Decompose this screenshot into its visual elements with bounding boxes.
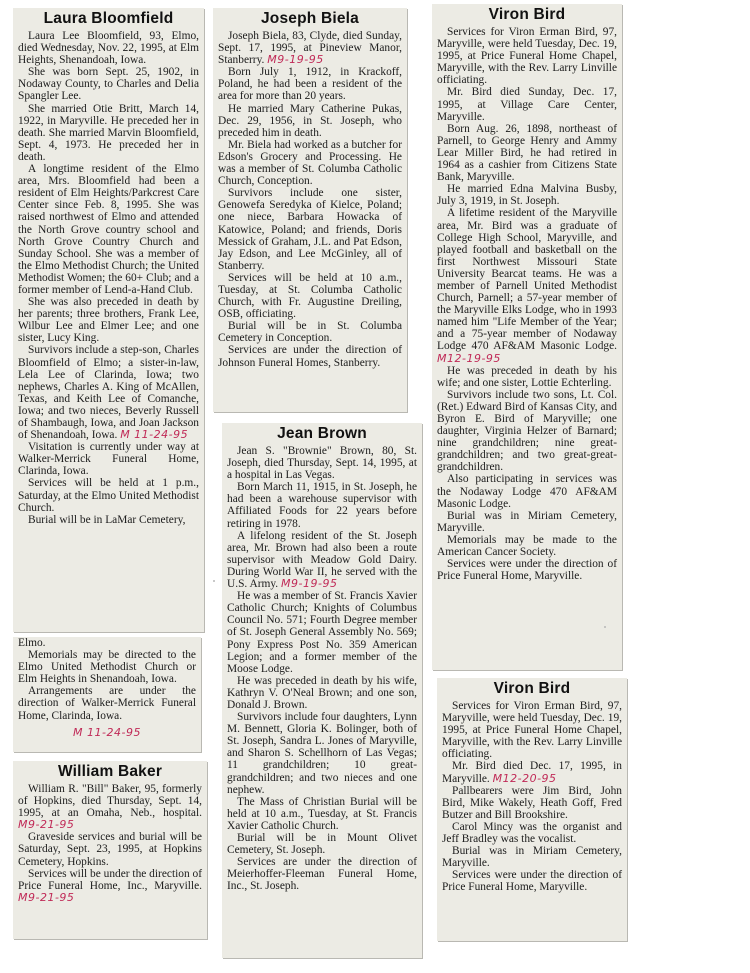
obituary-paragraph — [437, 558, 617, 582]
obituary-paragraph — [18, 868, 202, 904]
obituary-paragraph — [227, 445, 417, 481]
obituary-paragraph — [18, 344, 199, 441]
paragraph-text: He married Mary Catherine Pukas, Dec. 29, 1956, in St. Joseph, who preceded him in death. — [218, 102, 402, 139]
obituary-paragraph — [437, 365, 617, 389]
paragraph-text: Services will be held at 10 a.m., Tuesday, at St. Columba Catholic Church, with Fr. Augustine Dreiling, OSB, officiating. — [218, 271, 402, 321]
paragraph-text: She married Otie Britt, March 14, 1922, in Maryville. He preceded her in death. She married Marvin Bloomfield, Sept. 4, 1973. He preceded her in death. — [18, 102, 199, 163]
paragraph-text: Survivors include a step-son, Charles Bloomfield of Elmo; a sister-in-law, Lela Lee of Clarinda, Iowa; two nephews, Charles A. King of McAllen, Texas, and Keith Lee of Comanche, Iowa; and two nieces, Beverly Russell of Shambaugh, Iowa, and Joan Jackson of Shenandoah, Iowa. — [18, 344, 199, 442]
obituary-clipping-william-baker — [13, 761, 207, 939]
handwritten-date-note: M12-20-95 — [492, 771, 557, 785]
obituary-name-heading: Jean Brown — [277, 425, 367, 442]
paragraph-text: Born July 1, 1912, in Krackoff, Poland, he had been a resident of the area for more than 20 years. — [218, 66, 402, 103]
obituary-paragraph — [227, 481, 417, 529]
handwritten-date-note: M9-21-95 — [18, 890, 75, 904]
obituary-paragraph — [437, 207, 617, 364]
obituary-paragraph — [437, 123, 617, 183]
obituary-paragraph — [18, 103, 199, 163]
obituary-paragraph — [437, 534, 617, 558]
obituary-clipping-laura-bloomfield-continued — [13, 637, 201, 752]
obituary-paragraph — [18, 296, 199, 344]
handwritten-date-note: M9-19-95 — [267, 53, 324, 67]
obituary-paragraph — [18, 477, 199, 513]
paragraph-text: Elmo. — [18, 637, 46, 649]
paragraph-text: Born March 11, 1915, in St. Joseph, he had been a warehouse supervisor with Affiliated Foods for 22 years before retiring in 1978. — [227, 481, 417, 530]
obituary-paragraph — [18, 685, 196, 721]
obituary-paragraph — [18, 66, 199, 102]
paragraph-text: Joseph Biela, 83, Clyde, died Sunday, Sept. 17, 1995, at Pineview Manor, Stanberry. — [218, 30, 402, 67]
handwritten-date-note: M9-19-95 — [281, 577, 338, 591]
paragraph-text: Services are under the direction of Meierhoffer-Fleeman Funeral Home, Inc., St. Joseph. — [227, 856, 417, 893]
paragraph-text: Burial was in Miriam Cemetery, Maryville. — [437, 509, 617, 534]
paragraph-text: Also participating in services was the Nodaway Lodge 470 AF&AM Masonic Lodge. — [437, 473, 617, 510]
paragraph-text: Memorials may be directed to the Elmo United Methodist Church or Elm Heights in Shenandoah, Iowa. — [18, 649, 196, 686]
paragraph-text: He was preceded in death by his wife, Kathryn V. O'Neal Brown; and one son, Donald J. Brown. — [227, 674, 417, 711]
paragraph-text: Mr. Bird died Dec. 17, 1995, in Maryville. — [442, 760, 622, 785]
paragraph-text: Laura Lee Bloomfield, 93, Elmo, died Wednesday, Nov. 22, 1995, at Elm Heights, Shenandoah, Iowa. — [18, 30, 199, 67]
paragraph-text: Born Aug. 26, 1898, northeast of Parnell, to George Henry and Ammy Lear Miller Bird, he had retired in 1964 as a cashier from Citizens State Bank, Maryville. — [437, 122, 617, 184]
paragraph-text: Arrangements are under the direction of Walker-Merrick Funeral Home, Clarinda, Iowa. — [18, 685, 196, 722]
paragraph-text: Burial will be in Mount Olivet Cemetery, St. Joseph. — [227, 832, 417, 857]
obituary-paragraph — [18, 783, 202, 831]
paragraph-text: Services for Viron Erman Bird, 97, Maryville, were held Tuesday, Dec. 19, 1995, at Price Funeral Home Chapel, Maryville, with the Rev. Larry Linville officiating. — [437, 26, 617, 87]
paragraph-text: Services were under the direction of Price Funeral Home, Maryville. — [437, 558, 617, 583]
paragraph-text: Services will be under the direction of Price Funeral Home, Inc., Maryville. — [18, 867, 202, 892]
obituary-paragraph — [18, 649, 196, 685]
obituary-clipping-viron-bird-second — [437, 678, 627, 941]
obituary-paragraph — [442, 845, 622, 869]
paragraph-text: He was preceded in death by his wife; and one sister, Lottie Echterling. — [437, 364, 617, 389]
obituary-paragraph — [442, 700, 622, 760]
paragraph-text: Burial will be in St. Columba Cemetery in Conception. — [218, 320, 402, 345]
paragraph-text: Services are under the direction of Johnson Funeral Homes, Stanberry. — [218, 344, 402, 369]
obituary-paragraph — [442, 760, 622, 784]
handwritten-date-note: M 11-24-95 — [120, 428, 189, 442]
obituary-paragraph — [218, 139, 402, 187]
paragraph-text: She was born Sept. 25, 1902, in Nodaway County, to Charles and Delia Spangler Lee. — [18, 66, 199, 103]
paragraph-text: Services will be held at 1 p.m., Saturday, at the Elmo United Methodist Church. — [18, 477, 199, 514]
obituary-paragraph — [437, 473, 617, 509]
paragraph-text: Services were under the direction of Price Funeral Home, Maryville. — [442, 869, 622, 894]
obituary-paragraph — [437, 510, 617, 534]
obituary-paragraph — [218, 320, 402, 344]
paragraph-text: Survivors include two sons, Lt. Col. (Ret.) Edward Bird of Kansas City, and Byron E. Bird of Maryville; one daughter, Virginia Helzer of Barnard; nine grandchildren; nine great-grandchildren; and two great-great-grandchildren. — [437, 388, 617, 474]
obituary-paragraph — [218, 344, 402, 368]
paragraph-text: Jean S. "Brownie" Brown, 80, St. Joseph, died Thursday, Sept. 14, 1995, at a hospital in Las Vegas. — [227, 445, 417, 482]
obituary-paragraph — [437, 26, 617, 86]
paragraph-text: She was also preceded in death by her parents; three brothers, Frank Lee, Wilbur Lee and Elmer Lee; and one sister, Lucy King. — [18, 296, 199, 345]
obituary-paragraph — [227, 832, 417, 856]
handwritten-date-note: M9-21-95 — [18, 818, 75, 832]
paragraph-text: William R. "Bill" Baker, 95, formerly of Hopkins, died Thursday, Sept. 14, 1995, at an Omaha, Neb., hospital. — [18, 783, 202, 820]
obituary-name-heading: Viron Bird — [488, 6, 566, 23]
paragraph-text: Survivors include four daughters, Lynn M. Bennett, Gloria K. Bolinger, both of St. Joseph, Sandra L. Jones of Maryville, and Sharon S. Schellhorn of Las Vegas; 11 grandchildren; 10 great-grandchildren; and two nieces and one nephew. — [227, 711, 417, 796]
paragraph-text: Services for Viron Erman Bird, 97, Maryville, were held Tuesday, Dec. 19, 1995, at Price Funeral Home Chapel, Maryville, with the Rev. Larry Linville officiating. — [442, 700, 622, 761]
obituary-paragraph — [18, 831, 202, 867]
handwritten-date-note: M 11-24-95 — [73, 725, 141, 739]
obituary-clipping-joseph-biela — [213, 8, 407, 412]
obituary-paragraph — [218, 103, 402, 139]
obituary-paragraph — [218, 272, 402, 320]
obituary-paragraph — [18, 441, 199, 477]
paragraph-text: Burial will be in LaMar Cemetery, — [28, 513, 186, 526]
paragraph-text: Graveside services and burial will be Saturday, Sept. 23, 1995, at Hopkins Cemetery, Hopkins. — [18, 831, 202, 868]
scan-speck — [213, 580, 215, 582]
scan-speck — [604, 626, 606, 628]
paragraph-text: A lifelong resident of the St. Joseph area, Mr. Brown had also been a route supervisor with Meadow Gold Dairy. During World War II, he served with the U.S. Army. — [227, 529, 417, 591]
paragraph-text: Pallbearers were Jim Bird, John Bird, Mike Wakely, Heath Goff, Fred Butzer and Bill Brookshire. — [442, 784, 622, 821]
paragraph-text: Memorials may be made to the American Cancer Society. — [437, 533, 617, 559]
obituary-paragraph — [227, 711, 417, 796]
obituary-paragraph — [442, 869, 622, 893]
obituary-paragraph — [437, 389, 617, 474]
paragraph-text: A longtime resident of the Elmo area, Mrs. Bloomfield had been a resident of Elm Heights/Parkcrest Care Center since Feb. 8, 1995. She was raised northwest of Elmo and attended the North Grove country school and North Grove Country Church and Sunday School. She was a member of the Elmo Methodist Church; the United Methodist Women; the 60+ Club; and a former member of Lend-a-Hand Club. — [18, 163, 199, 296]
obituary-paragraph — [18, 30, 199, 66]
obituary-paragraph — [218, 66, 402, 102]
obituary-paragraph — [442, 821, 622, 845]
obituary-paragraph — [437, 86, 617, 122]
obituary-paragraph — [227, 856, 417, 892]
obituary-paragraph — [18, 637, 196, 649]
handwritten-date-note: M12-19-95 — [437, 351, 501, 365]
obituary-paragraph — [227, 796, 417, 832]
obituary-paragraph — [18, 514, 199, 526]
paragraph-text: The Mass of Christian Burial will be held at 10 a.m., Tuesday, at St. Francis Xavier Catholic Church. — [227, 795, 417, 832]
obituary-name-heading: Laura Bloomfield — [43, 10, 174, 27]
paragraph-text: Visitation is currently under way at Walker-Merrick Funeral Home, Clarinda, Iowa. — [18, 441, 199, 478]
obituary-paragraph — [227, 530, 417, 590]
paragraph-text: Mr. Biela had worked as a butcher for Edson's Grocery and Processing. He was a member of St. Columba Catholic Church, Conception. — [218, 138, 402, 188]
obituary-paragraph — [227, 675, 417, 711]
obituary-paragraph — [18, 163, 199, 296]
paragraph-text: He married Edna Malvina Busby, July 3, 1919, in St. Joseph. — [437, 183, 617, 208]
paragraph-text: Carol Mincy was the organist and Jeff Bradley was the vocalist. — [442, 820, 622, 846]
paragraph-text: Survivors include one sister, Genowefa Seredyka of Kielce, Poland; one niece, Barbara Howacka of Katowice, Poland; and friends, Doris Messick of Graham, J.L. and Pat Edson, Jay Edson, and Lee McGinley, all of Stanberry. — [218, 187, 402, 272]
obituary-paragraph — [218, 30, 402, 66]
obituary-paragraph — [227, 590, 417, 675]
obituary-name-heading: Joseph Biela — [260, 10, 360, 27]
paragraph-text: Burial was in Miriam Cemetery, Maryville. — [442, 845, 622, 870]
obituary-paragraph — [218, 187, 402, 272]
obituary-paragraph — [442, 785, 622, 821]
paragraph-text: Mr. Bird died Sunday, Dec. 17, 1995, at Village Care Center, Maryville. — [437, 86, 617, 123]
obituary-name-heading: William Baker — [57, 763, 163, 780]
obituary-clipping-jean-brown — [222, 423, 422, 958]
paragraph-text: He was a member of St. Francis Xavier Catholic Church; Knights of Columbus Council No. 571; Fourth Degree member of St. Joseph General Assembly No. 569; Pony Express Post No. 359 American Legion; and a former member of the Moose Lodge. — [227, 590, 417, 675]
paragraph-text: A lifetime resident of the Maryville area, Mr. Bird was a graduate of College High School, Maryville, and played football and basketball on the first Northwest Missouri State University Bearcat teams. He was a member of Parnell United Methodist Church, Parnell; a 57-year member of the Maryville Elks Lodge, who in 1993 named him "Life Member of the Year; and a 75-year member of Nodaway Lodge 470 AF&AM Masonic Lodge. — [437, 207, 617, 353]
obituary-clipping-laura-bloomfield — [13, 8, 204, 632]
obituary-clipping-viron-bird-first — [432, 4, 622, 670]
obituary-name-heading: Viron Bird — [493, 680, 571, 697]
obituary-paragraph — [437, 183, 617, 207]
